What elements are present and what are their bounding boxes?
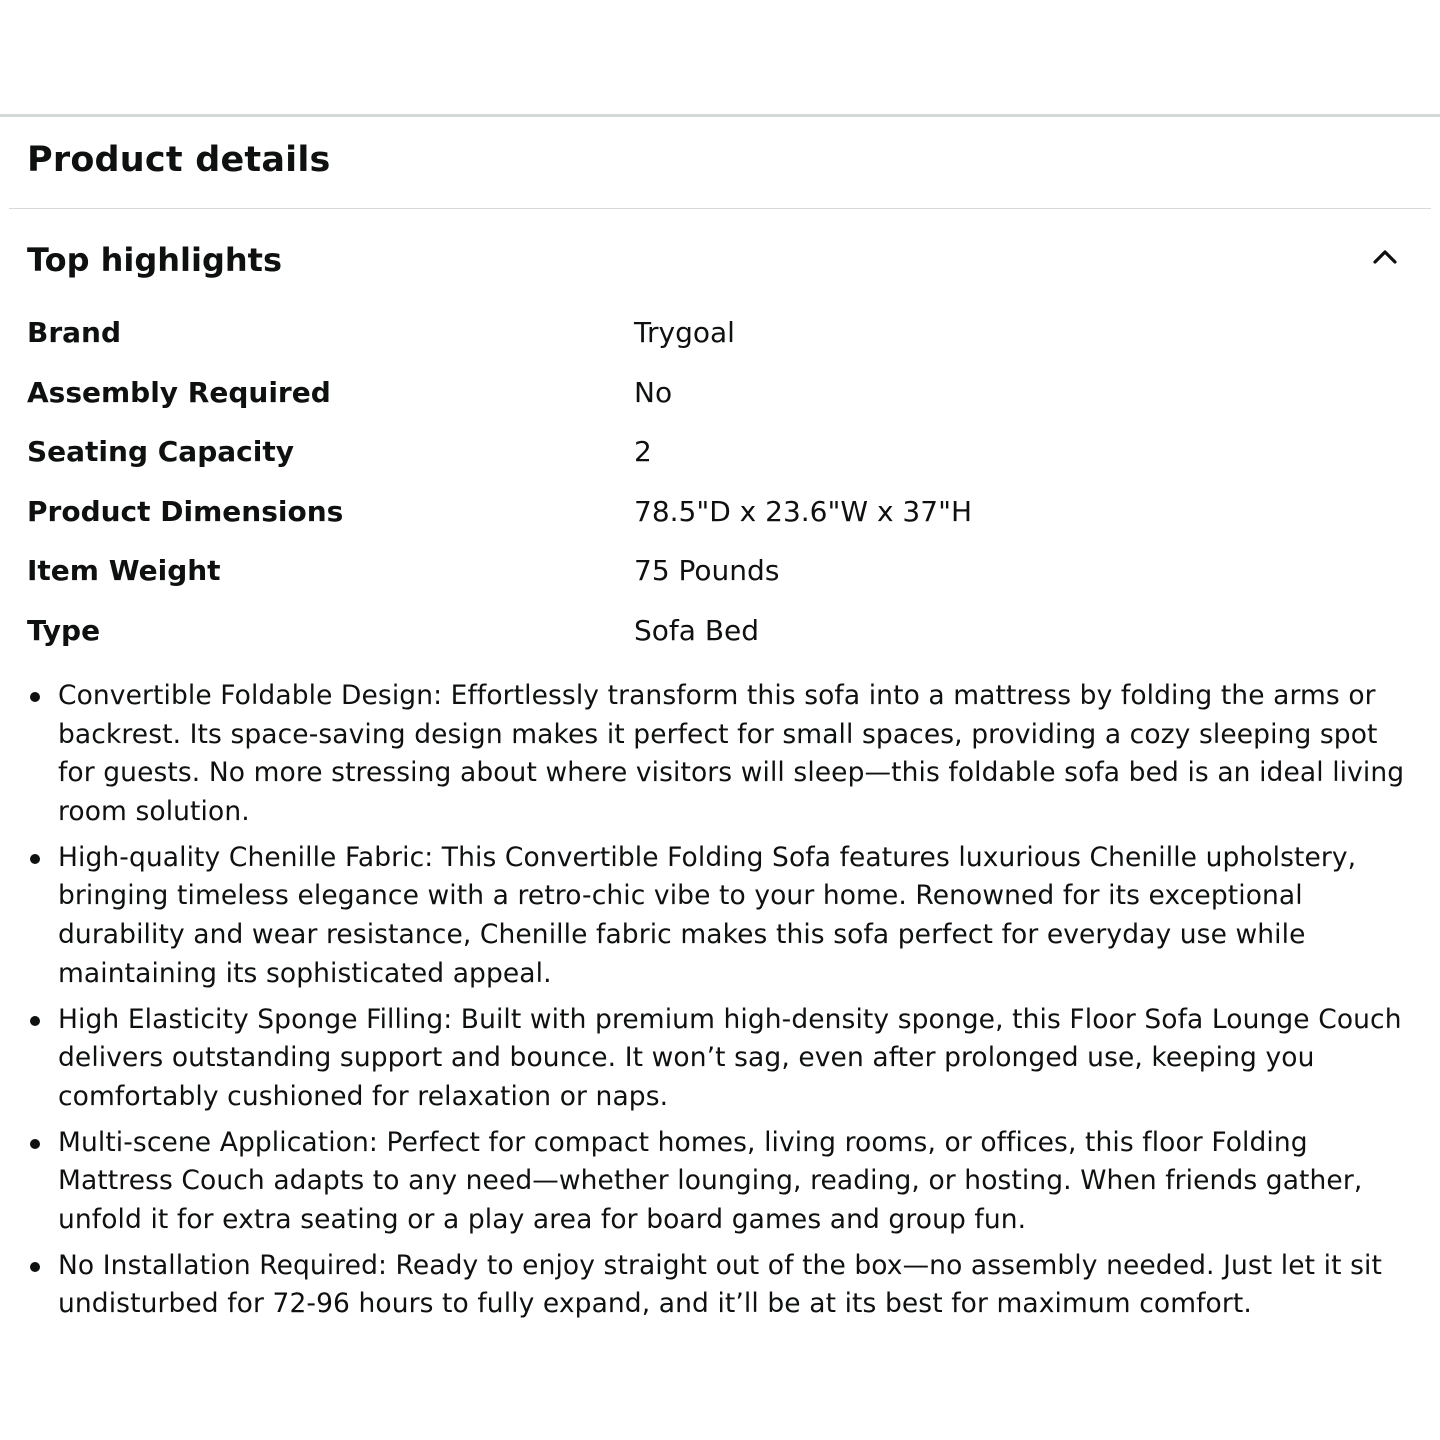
feature-bullet-text: Convertible Foldable Design: Effortlessly transform this sofa into a mattress by folding the arms or backrest. Its space-saving design makes it perfect for small spaces, providing a cozy sleeping spot for guests. No more stressing about where visitors will sleep—this foldable sofa bed is an ideal living room solution. [58, 680, 1405, 827]
feature-bullet-text: High-quality Chenille Fabric: This Convertible Folding Sofa features luxurious Chenille upholstery, bringing timeless elegance with a retro-chic vibe to your home. Renowned for its exceptional durability and wear resistance, Chenille fabric makes this sofa perfect for everyday use while maintaining its sophisticated appeal. [58, 841, 1357, 989]
top-highlights-title: Top highlights [27, 241, 283, 279]
section-divider [9, 208, 1431, 209]
feature-bullet [27, 677, 1422, 831]
spec-label: Item Weight [27, 554, 221, 588]
spec-value: Sofa Bed [634, 613, 760, 647]
feature-bullet [27, 1001, 1422, 1117]
feature-bullet-text: Multi-scene Application: Perfect for compact homes, living rooms, or offices, this floor Folding Mattress Couch adapts to any need—whether lounging, reading, or hosting. When friends gather, unfold it for extra seating or a play area for board games and group fun. [58, 1126, 1363, 1235]
feature-bullet [27, 1247, 1422, 1324]
top-highlights-expander[interactable] [0, 230, 1440, 290]
feature-bullet-list [27, 677, 1422, 1331]
specs-table [27, 304, 1417, 662]
spec-row [27, 364, 1417, 424]
spec-row [27, 423, 1417, 483]
spec-value: 78.5"D x 23.6"W x 37"H [634, 494, 972, 528]
bullet-dot-icon [30, 692, 40, 702]
bullet-dot-icon [30, 1016, 40, 1026]
section-title: Product details [27, 140, 331, 180]
feature-bullet-text: No Installation Required: Ready to enjoy straight out of the box—no assembly needed. Just let it sit undisturbed for 72-96 hours to fully expand, and it’ll be at its best for maximum comfort. [58, 1249, 1383, 1320]
spec-label: Assembly Required [27, 375, 331, 409]
spec-value: 75 Pounds [634, 554, 780, 588]
spec-value: 2 [634, 435, 652, 469]
spec-value: No [634, 375, 673, 409]
spec-label: Type [27, 613, 101, 647]
spec-row [27, 602, 1417, 662]
spec-label: Product Dimensions [27, 494, 344, 528]
spec-row [27, 542, 1417, 602]
spec-row [27, 483, 1417, 543]
spec-label: Seating Capacity [27, 435, 294, 469]
spec-value: Trygoal [634, 316, 735, 349]
top-divider [0, 114, 1440, 117]
feature-bullet-text: High Elasticity Sponge Filling: Built with premium high-density sponge, this Floor Sofa Lounge Couch delivers outstanding support and bounce. It won’t sag, even after prolonged use, keeping you comfortably cushioned for relaxation or naps. [58, 1003, 1402, 1112]
bullet-dot-icon [30, 854, 40, 864]
chevron-up-icon[interactable] [1366, 238, 1404, 276]
spec-label: Brand [27, 316, 122, 349]
bullet-dot-icon [30, 1262, 40, 1272]
bullet-dot-icon [30, 1139, 40, 1149]
feature-bullet [27, 839, 1422, 993]
spec-row [27, 304, 1417, 364]
feature-bullet [27, 1124, 1422, 1240]
